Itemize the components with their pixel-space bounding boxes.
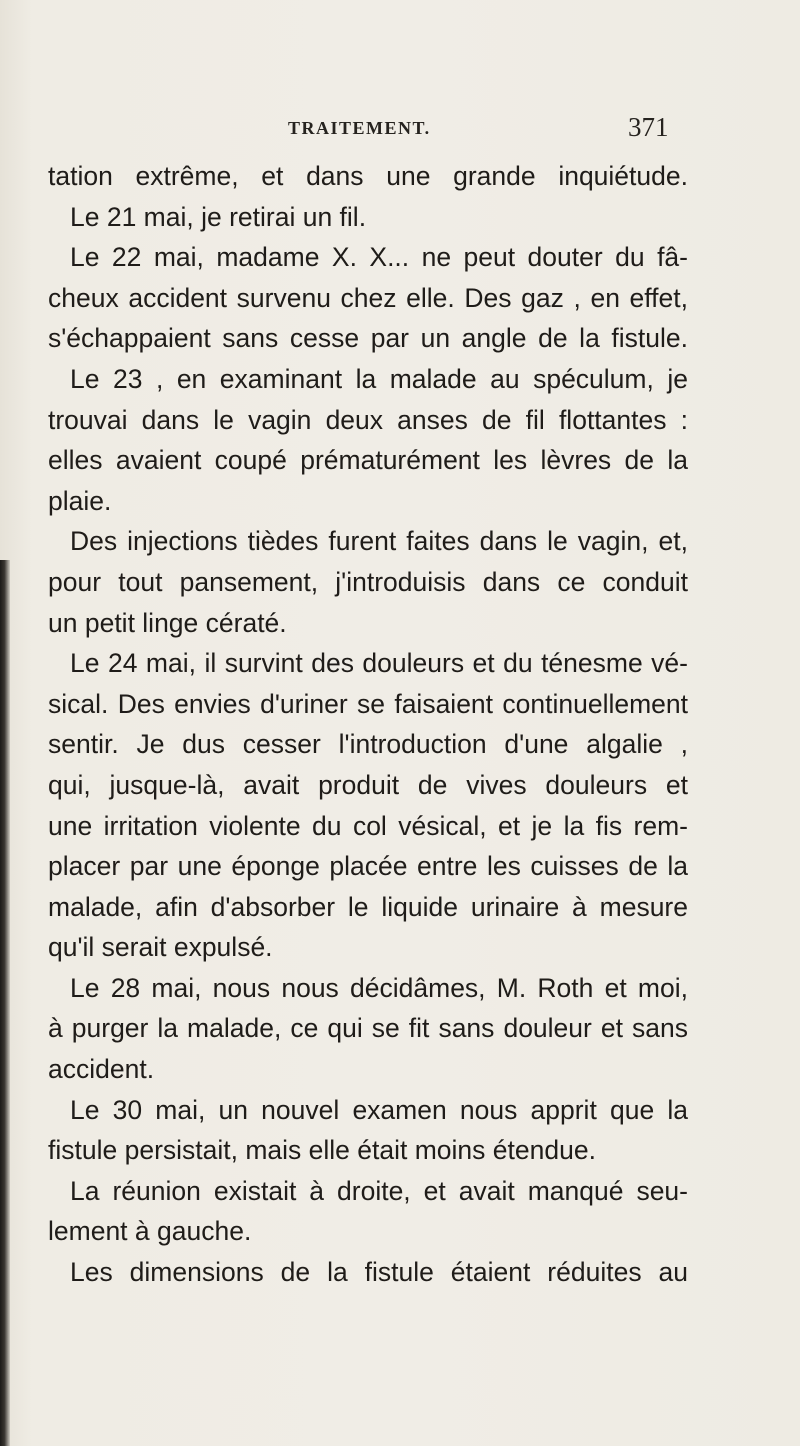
text-line: placer par une éponge placée entre les cuisses de la (48, 851, 688, 882)
text-line: sical. Des envies d'uriner se faisaient continuellement (48, 688, 688, 719)
text-line: fistule persistait, mais elle était moins étendue. (48, 1135, 596, 1166)
text-line: s'échappaient sans cesse par un angle de la fistule. (48, 323, 688, 354)
text-line: elles avaient coupé prématurément les lèvres de la (48, 445, 688, 476)
text-line: malade, afin d'absorber le liquide urinaire à mesure (48, 891, 688, 922)
text-line: Le 21 mai, je retirai un fil. (70, 201, 367, 232)
text-line: cheux accident survenu chez elle. Des gaz , en effet, (48, 282, 688, 313)
text-line: Des injections tièdes furent faites dans le vagin, et, (70, 526, 688, 557)
text-line: qu'il serait expulsé. (48, 932, 273, 963)
text-line: accident. (48, 1054, 155, 1085)
text-line: lement à gauche. (48, 1216, 252, 1247)
text-line: Le 23 , en examinant la malade au spéculum, je (70, 363, 688, 394)
page-number: 371 (628, 112, 669, 142)
text-line: trouvai dans le vagin deux anses de fil flottantes : (48, 404, 688, 435)
text-line: à purger la malade, ce qui se fit sans douleur et sans (48, 1013, 688, 1044)
text-line: tation extrême, et dans une grande inquiétude. (48, 161, 688, 191)
text-line: pour tout pansement, j'introduisis dans ce conduit (48, 566, 688, 597)
body-text (48, 156, 688, 1293)
text-line: La réunion existait à droite, et avait manqué seu- (70, 1175, 688, 1206)
text-line: sentir. Je dus cesser l'introduction d'une algalie , (48, 729, 688, 760)
text-line: Le 30 mai, un nouvel examen nous apprit que la (70, 1094, 688, 1125)
text-line: qui, jusque-là, avait produit de vives douleurs et (48, 769, 688, 800)
text-line: plaie. (48, 485, 112, 516)
text-line: une irritation violente du col vésical, et je la fis rem- (48, 810, 688, 841)
text-line: Le 28 mai, nous nous décidâmes, M. Roth et moi, (70, 972, 688, 1003)
page-header (0, 112, 800, 152)
text-line: Le 24 mai, il survint des douleurs et du ténesme vé- (70, 648, 688, 679)
text-line: Les dimensions de la fistule étaient réduites au (70, 1257, 688, 1288)
running-head: TRAITEMENT. (288, 118, 431, 138)
text-line: Le 22 mai, madame X. X... ne peut douter du fâ- (70, 242, 688, 273)
text-line: un petit linge cératé. (48, 607, 287, 638)
binding-shadow (0, 560, 10, 1446)
